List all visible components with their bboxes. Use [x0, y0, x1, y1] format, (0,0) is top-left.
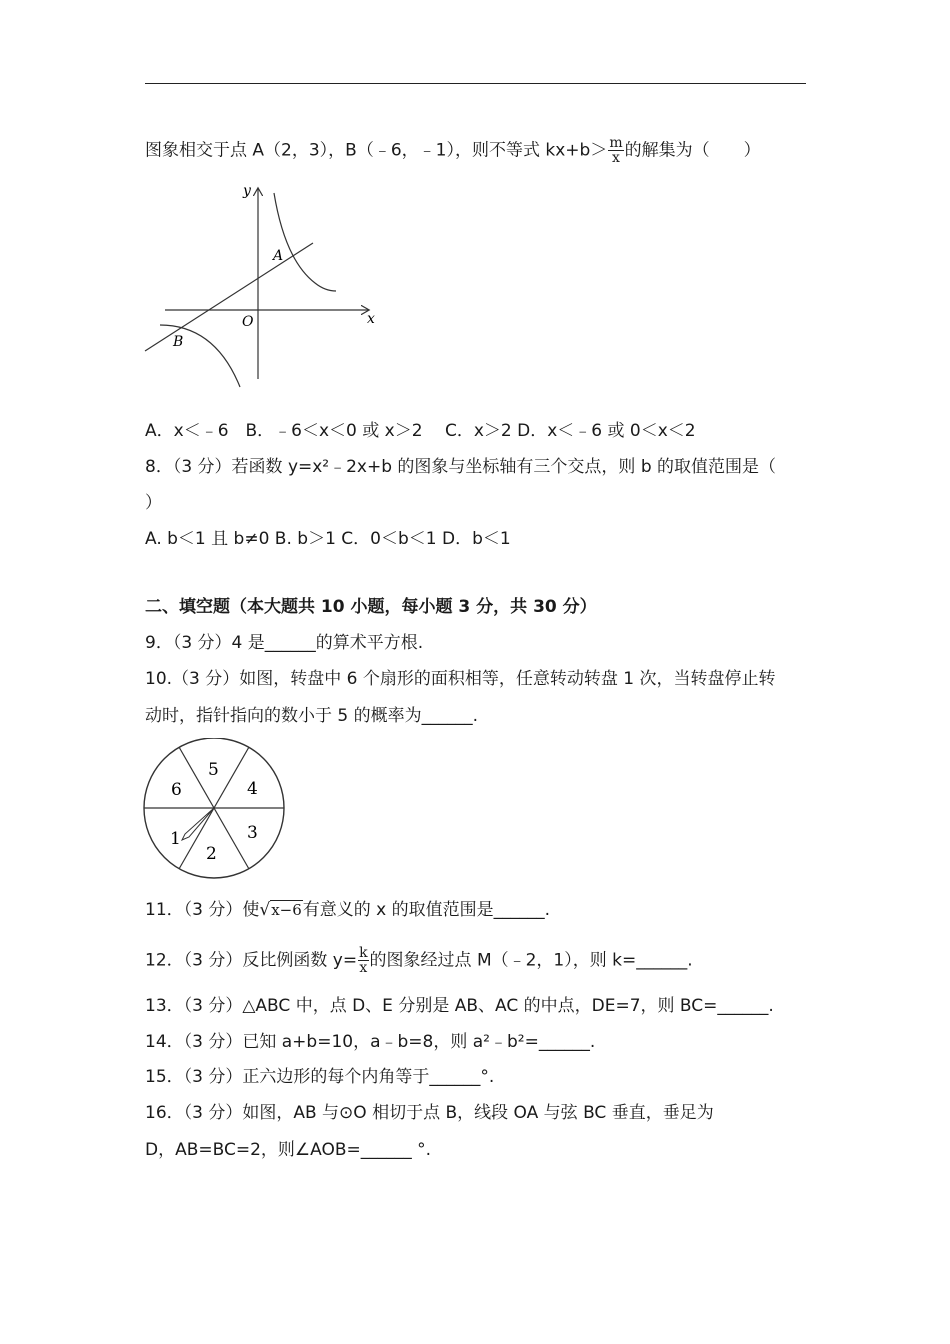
q11-text: 11．（3 分）使√x−6有意义的 x 的取值范围是______. [145, 900, 551, 920]
header-rule [145, 83, 806, 84]
q8-stem-line1: 8．（3 分）若函数 y=x²﹣2x+b 的图象与坐标轴有三个交点，则 b 的取值范围是（ [145, 457, 777, 477]
q10-spinner-wheel [140, 738, 290, 883]
q14-text: 14．（3 分）已知 a+b=10，a﹣b=8，则 a²﹣b²=______. [145, 1032, 596, 1052]
sector-label-1: 1 [170, 829, 181, 849]
q10-stem-line2: 动时，指针指向的数小于 5 的概率为______. [145, 706, 479, 726]
graph-label-b: B [173, 334, 184, 350]
q12-fraction: $\frac{k}{x}$ [359, 945, 368, 976]
hyperbola-branch-1 [274, 193, 336, 291]
q12-text: 12．（3 分）反比例函数 y= $\frac{k}{x}$ 的图象经过点 M（﹣2，1），则 k=______. [145, 945, 693, 976]
q7-function-graph [140, 175, 385, 390]
sector-label-5: 5 [208, 760, 219, 780]
q7-fraction: $\frac{m}{x}$ [609, 135, 623, 166]
q10-stem-line1: 10.（3 分）如图，转盘中 6 个扇形的面积相等，任意转动转盘 1 次，当转盘停止转 [145, 669, 776, 689]
q8-options: A. b＜1 且 b≠0 B. b＞1 C．0＜b＜1 D．b＜1 [145, 529, 511, 549]
q7-options: A．x＜﹣6 B．﹣6＜x＜0 或 x＞2 C．x＞2 D．x＜﹣6 或 0＜x＜2 [145, 421, 696, 441]
graph-label-x: x [367, 311, 375, 327]
sector-label-6: 6 [171, 780, 182, 800]
q11-sqrt: √x−6 [259, 900, 302, 920]
q7-stem: 图象相交于点 A（2，3），B（﹣6，﹣1），则不等式 kx+b＞ $\frac{m}{x}$ 的解集为（ ） [145, 135, 761, 166]
sector-label-2: 2 [206, 844, 217, 864]
q8-stem-line2: ） [145, 493, 162, 513]
graph-label-o: O [242, 314, 254, 330]
sector-label-3: 3 [247, 823, 258, 843]
section2-title: 二、填空题（本大题共 10 小题，每小题 3 分，共 30 分） [145, 597, 597, 617]
q16-stem-line2: D，AB=BC=2，则∠AOB=______ °. [145, 1140, 432, 1160]
q16-stem-line1: 16．（3 分）如图，AB 与⊙O 相切于点 B，线段 OA 与弦 BC 垂直，垂足为 [145, 1103, 714, 1123]
q9-text: 9．（3 分）4 是______的算术平方根. [145, 633, 424, 653]
q15-text: 15．（3 分）正六边形的每个内角等于______°. [145, 1067, 495, 1087]
linear-function-line [145, 243, 313, 351]
graph-label-a: A [273, 248, 284, 264]
sector-label-4: 4 [247, 779, 258, 799]
q13-text: 13．（3 分）△ABC 中，点 D、E 分别是 AB、AC 的中点，DE=7，则 BC=______. [145, 996, 774, 1016]
graph-label-y: y [243, 183, 251, 199]
